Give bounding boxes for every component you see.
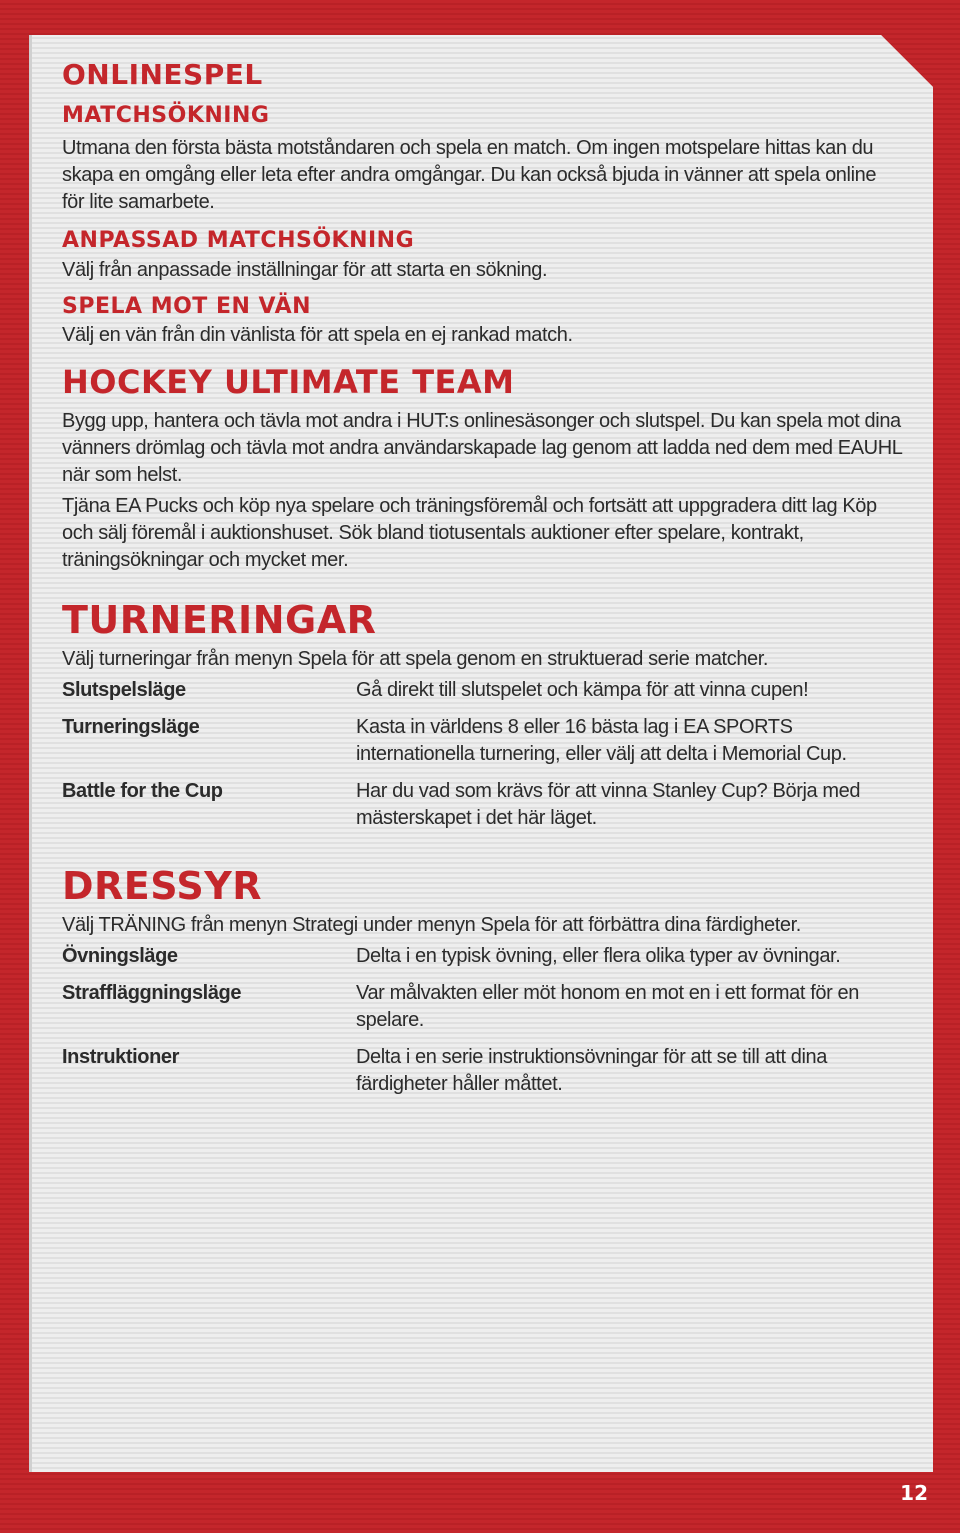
section-title-hut: HOCKEY ULTIMATE TEAM xyxy=(62,362,515,401)
turneringar-row xyxy=(62,714,902,768)
dressyr-intro: Välj TRÄNING från menyn Strategi under menyn Spela för att förbättra dina färdigheter. xyxy=(62,913,801,936)
hut-paragraph-2: Tjäna EA Pucks och köp nya spelare och träningsföremål och fortsätt att uppgradera ditt lag Köp och sälj föremål i auktionshuset. Sök bland tiotusentals auktioner efter spelare, kontrakt, träningsökningar och mycket mer. xyxy=(62,495,877,572)
subsection-title-spela-mot-van: SPELA MOT EN VÄN xyxy=(62,293,312,319)
definition-description: Har du vad som krävs för att vinna Stanley Cup? Börja med mästerskapet i det här läget. xyxy=(356,779,861,829)
spela-mot-van-text: Välj en vän från din vänlista för att spela en ej rankad match. xyxy=(62,323,573,346)
definition-term: Övningsläge xyxy=(62,944,178,967)
matchsokning-text: Utmana den första bästa motståndaren och spela en match. Om ingen motspelare hittas kan du skapa en omgång eller leta efter andra omgångar. Du kan också bjuda in vänner att spela online för lite samarbete. xyxy=(62,137,877,214)
section-title-dressyr: DRESSYR xyxy=(62,863,263,908)
dressyr-row xyxy=(62,1044,902,1098)
definition-description: Gå direkt till slutspelet och kämpa för att vinna cupen! xyxy=(356,678,809,701)
anpassad-text: Välj från anpassade inställningar för att starta en sökning. xyxy=(62,258,548,281)
turneringar-intro: Välj turneringar från menyn Spela för att spela genom en struktuerad serie matcher. xyxy=(62,647,769,670)
page-content xyxy=(62,60,902,1098)
turneringar-row xyxy=(62,677,902,704)
section-title-turneringar: TURNERINGAR xyxy=(62,598,377,643)
definition-term: Battle for the Cup xyxy=(62,779,223,802)
definition-description: Delta i en typisk övning, eller flera olika typer av övningar. xyxy=(356,944,841,967)
subsection-title-anpassad: ANPASSAD MATCHSÖKNING xyxy=(62,228,415,254)
dressyr-row xyxy=(62,980,902,1034)
definition-term: Straffläggningsläge xyxy=(62,981,242,1004)
definition-description: Kasta in världens 8 eller 16 bästa lag i EA SPORTS internationella turnering, eller välj att delta i Memorial Cup. xyxy=(356,715,847,765)
definition-term: Slutspelsläge xyxy=(62,678,186,701)
definition-term: Instruktioner xyxy=(62,1045,180,1068)
dressyr-row xyxy=(62,943,902,970)
subsection-title-matchsokning: MATCHSÖKNING xyxy=(62,102,270,128)
section-title-onlinespel: ONLINESPEL xyxy=(62,58,263,91)
hut-paragraph-1: Bygg upp, hantera och tävla mot andra i HUT:s onlinesäsonger och slutspel. Du kan spela mot dina vänners drömlag och tävla mot andra användarskapade lag genom att ladda ned dem med EAUHL när som helst. xyxy=(62,410,902,487)
definition-description: Var målvakten eller möt honom en mot en i ett format för en spelare. xyxy=(356,981,859,1031)
page-number: 12 xyxy=(900,1481,928,1505)
definition-description: Delta i en serie instruktionsövningar för att se till att dina färdigheter håller måttet. xyxy=(356,1045,828,1095)
definition-term: Turneringsläge xyxy=(62,715,200,738)
turneringar-row xyxy=(62,778,902,832)
